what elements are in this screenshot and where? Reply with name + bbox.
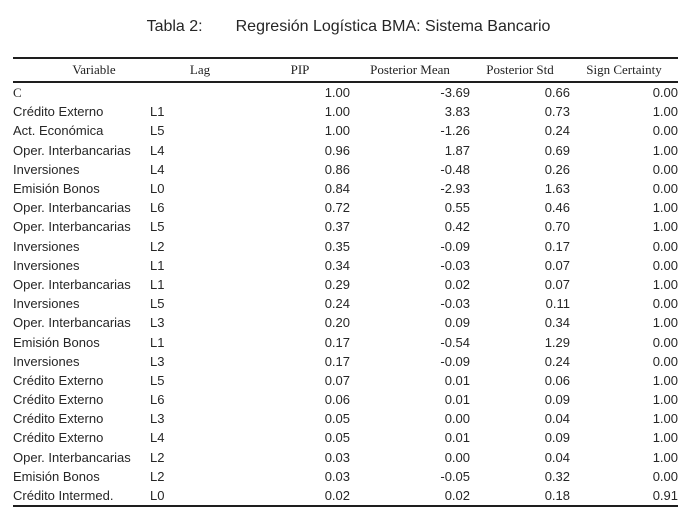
cell-sign-certainty: 1.00 xyxy=(652,276,678,292)
cell-posterior-mean: 0.55 xyxy=(444,200,470,216)
regression-results-table xyxy=(13,57,678,507)
cell-sign-certainty: 0.00 xyxy=(652,238,678,254)
cell-variable: Oper. Interbancarias xyxy=(13,315,131,331)
cell-variable: Inversiones xyxy=(13,161,80,177)
table-row xyxy=(13,217,678,236)
cell-pip: 0.35 xyxy=(324,238,350,254)
cell-variable: Emisión Bonos xyxy=(13,334,100,350)
cell-lag: L0 xyxy=(150,181,165,197)
cell-sign-certainty: 0.00 xyxy=(652,257,678,273)
cell-posterior-mean: -1.26 xyxy=(440,123,470,139)
cell-posterior-mean: 1.87 xyxy=(444,142,470,158)
cell-sign-certainty: 1.00 xyxy=(652,219,678,235)
header-row xyxy=(13,58,678,82)
cell-sign-certainty: 1.00 xyxy=(652,200,678,216)
header-posterior-std: Posterior Std xyxy=(470,58,570,82)
cell-posterior-std: 0.07 xyxy=(544,276,570,292)
table-row xyxy=(13,198,678,217)
table-body xyxy=(13,82,678,506)
cell-sign-certainty: 0.00 xyxy=(652,353,678,369)
cell-lag: L5 xyxy=(150,123,165,139)
cell-posterior-mean: 0.00 xyxy=(444,449,470,465)
cell-pip: 0.17 xyxy=(324,353,350,369)
cell-pip: 0.24 xyxy=(324,296,350,312)
cell-variable: Oper. Interbancarias xyxy=(13,449,131,465)
table-row xyxy=(13,256,678,275)
cell-pip: 0.34 xyxy=(324,257,350,273)
cell-sign-certainty: 1.00 xyxy=(652,142,678,158)
cell-lag: L4 xyxy=(150,161,165,177)
cell-posterior-mean: 0.02 xyxy=(350,486,470,506)
cell-sign-certainty: 0.00 xyxy=(652,85,678,101)
table-row xyxy=(13,486,678,506)
cell-variable: Crédito Externo xyxy=(13,104,104,120)
cell-sign-certainty: 0.00 xyxy=(652,296,678,312)
cell-posterior-std: 0.24 xyxy=(544,123,570,139)
cell-variable: Oper. Interbancarias xyxy=(13,142,131,158)
cell-pip: 0.07 xyxy=(324,372,350,388)
cell-lag: L4 xyxy=(150,142,165,158)
cell-sign-certainty: 0.00 xyxy=(652,468,678,484)
cell-lag: L2 xyxy=(150,468,165,484)
cell-variable: Oper. Interbancarias xyxy=(13,200,131,216)
cell-variable: Inversiones xyxy=(13,296,80,312)
cell-variable: Inversiones xyxy=(13,238,80,254)
cell-lag: L3 xyxy=(150,315,165,331)
cell-variable: Act. Económica xyxy=(13,123,104,139)
table-row xyxy=(13,294,678,313)
cell-posterior-mean: -0.05 xyxy=(440,468,470,484)
cell-sign-certainty: 1.00 xyxy=(652,372,678,388)
cell-lag: L6 xyxy=(150,200,165,216)
cell-posterior-mean: -0.54 xyxy=(440,334,470,350)
cell-variable: Crédito Externo xyxy=(13,411,104,427)
cell-posterior-mean: -0.09 xyxy=(440,238,470,254)
header-pip: PIP xyxy=(250,58,350,82)
table-row xyxy=(13,275,678,294)
cell-posterior-std: 0.73 xyxy=(544,104,570,120)
cell-variable: Crédito Externo xyxy=(13,430,104,446)
cell-lag: L6 xyxy=(150,392,165,408)
cell-pip: 1.00 xyxy=(324,85,350,101)
cell-variable: Emisión Bonos xyxy=(13,468,100,484)
cell-posterior-std: 0.46 xyxy=(544,200,570,216)
table-row xyxy=(13,428,678,447)
cell-posterior-mean: 0.01 xyxy=(444,392,470,408)
cell-lag: L3 xyxy=(150,411,165,427)
cell-lag: L2 xyxy=(150,449,165,465)
cell-posterior-std: 0.04 xyxy=(544,449,570,465)
cell-sign-certainty: 0.00 xyxy=(652,181,678,197)
cell-lag: L0 xyxy=(150,486,250,506)
cell-pip: 0.17 xyxy=(324,334,350,350)
cell-posterior-std: 0.04 xyxy=(544,411,570,427)
cell-pip: 0.37 xyxy=(324,219,350,235)
cell-posterior-std: 0.09 xyxy=(544,430,570,446)
cell-variable: Emisión Bonos xyxy=(13,181,100,197)
cell-lag xyxy=(150,82,250,102)
table-row xyxy=(13,448,678,467)
header-posterior-mean: Posterior Mean xyxy=(350,58,470,82)
cell-posterior-mean: -2.93 xyxy=(440,181,470,197)
cell-posterior-mean: -3.69 xyxy=(440,85,470,101)
table-row xyxy=(13,332,678,351)
cell-posterior-std: 0.32 xyxy=(544,468,570,484)
cell-posterior-std: 0.18 xyxy=(470,486,570,506)
cell-posterior-std: 0.69 xyxy=(544,142,570,158)
cell-posterior-std: 0.17 xyxy=(544,238,570,254)
cell-sign-certainty: 1.00 xyxy=(652,104,678,120)
table-row xyxy=(13,82,678,102)
table-row xyxy=(13,352,678,371)
cell-posterior-mean: 0.02 xyxy=(444,276,470,292)
cell-lag: L2 xyxy=(150,238,165,254)
cell-sign-certainty: 1.00 xyxy=(652,392,678,408)
cell-pip: 0.02 xyxy=(250,486,350,506)
cell-variable: Oper. Interbancarias xyxy=(13,276,131,292)
cell-posterior-std: 1.29 xyxy=(544,334,570,350)
cell-pip: 0.20 xyxy=(324,315,350,331)
cell-sign-certainty: 1.00 xyxy=(652,430,678,446)
cell-posterior-std: 0.70 xyxy=(544,219,570,235)
cell-variable: Oper. Interbancarias xyxy=(13,219,131,235)
cell-pip: 0.84 xyxy=(324,181,350,197)
table-title-text: Regresión Logística BMA: Sistema Bancario xyxy=(235,18,551,35)
table-row xyxy=(13,390,678,409)
cell-variable: Crédito Externo xyxy=(13,392,104,408)
table-row xyxy=(13,102,678,121)
cell-pip: 1.00 xyxy=(324,123,350,139)
cell-posterior-mean: -0.09 xyxy=(440,353,470,369)
cell-sign-certainty: 0.00 xyxy=(652,123,678,139)
cell-lag: L4 xyxy=(150,430,165,446)
cell-variable: C xyxy=(13,84,22,100)
cell-pip: 1.00 xyxy=(324,104,350,120)
cell-posterior-std: 0.09 xyxy=(544,392,570,408)
cell-pip: 0.06 xyxy=(324,392,350,408)
header-lag: Lag xyxy=(150,58,250,82)
header-variable: Variable xyxy=(13,58,150,82)
cell-lag: L1 xyxy=(150,104,165,120)
cell-pip: 0.72 xyxy=(324,200,350,216)
table-row xyxy=(13,237,678,256)
table-row xyxy=(13,313,678,332)
cell-lag: L1 xyxy=(150,334,165,350)
table-row xyxy=(13,160,678,179)
cell-posterior-std: 0.26 xyxy=(544,161,570,177)
table-title xyxy=(0,17,697,37)
cell-pip: 0.03 xyxy=(324,449,350,465)
cell-sign-certainty: 1.00 xyxy=(652,315,678,331)
header-sign-certainty: Sign Certainty xyxy=(570,58,678,82)
cell-sign-certainty: 1.00 xyxy=(652,411,678,427)
cell-variable: Inversiones xyxy=(13,257,80,273)
table-row xyxy=(13,179,678,198)
cell-posterior-mean: 0.42 xyxy=(444,219,470,235)
table-row xyxy=(13,409,678,428)
table-header xyxy=(13,58,678,82)
cell-posterior-mean: 0.01 xyxy=(444,430,470,446)
cell-lag: L1 xyxy=(150,276,165,292)
cell-variable: Crédito Intermed. xyxy=(13,486,150,506)
cell-pip: 0.05 xyxy=(324,411,350,427)
cell-posterior-std: 0.07 xyxy=(544,257,570,273)
cell-posterior-mean: -0.03 xyxy=(440,296,470,312)
cell-posterior-std: 0.11 xyxy=(545,296,570,312)
cell-lag: L5 xyxy=(150,219,165,235)
cell-posterior-std: 1.63 xyxy=(544,181,570,197)
cell-posterior-std: 0.34 xyxy=(544,315,570,331)
cell-lag: L5 xyxy=(150,372,165,388)
cell-variable: Inversiones xyxy=(13,353,80,369)
cell-lag: L1 xyxy=(150,257,165,273)
cell-lag: L5 xyxy=(150,296,165,312)
cell-sign-certainty: 0.00 xyxy=(652,161,678,177)
cell-posterior-mean: 0.09 xyxy=(444,315,470,331)
cell-lag: L3 xyxy=(150,353,165,369)
cell-pip: 0.05 xyxy=(324,430,350,446)
cell-posterior-std: 0.24 xyxy=(544,353,570,369)
table-row xyxy=(13,371,678,390)
table-row xyxy=(13,467,678,486)
cell-variable: Crédito Externo xyxy=(13,372,104,388)
cell-pip: 0.29 xyxy=(324,276,350,292)
cell-pip: 0.96 xyxy=(324,142,350,158)
cell-sign-certainty: 1.00 xyxy=(652,449,678,465)
cell-posterior-mean: 0.01 xyxy=(444,372,470,388)
cell-posterior-std: 0.66 xyxy=(544,85,570,101)
cell-posterior-mean: -0.48 xyxy=(440,161,470,177)
cell-posterior-std: 0.06 xyxy=(544,372,570,388)
table-title-label: Tabla 2: xyxy=(146,18,203,35)
cell-posterior-mean: 0.00 xyxy=(444,411,470,427)
cell-sign-certainty: 0.00 xyxy=(652,334,678,350)
cell-posterior-mean: -0.03 xyxy=(440,257,470,273)
cell-posterior-mean: 3.83 xyxy=(444,104,470,120)
table-row xyxy=(13,141,678,160)
cell-pip: 0.86 xyxy=(324,161,350,177)
cell-sign-certainty: 0.91 xyxy=(570,486,678,506)
table-row xyxy=(13,121,678,140)
cell-pip: 0.03 xyxy=(324,468,350,484)
